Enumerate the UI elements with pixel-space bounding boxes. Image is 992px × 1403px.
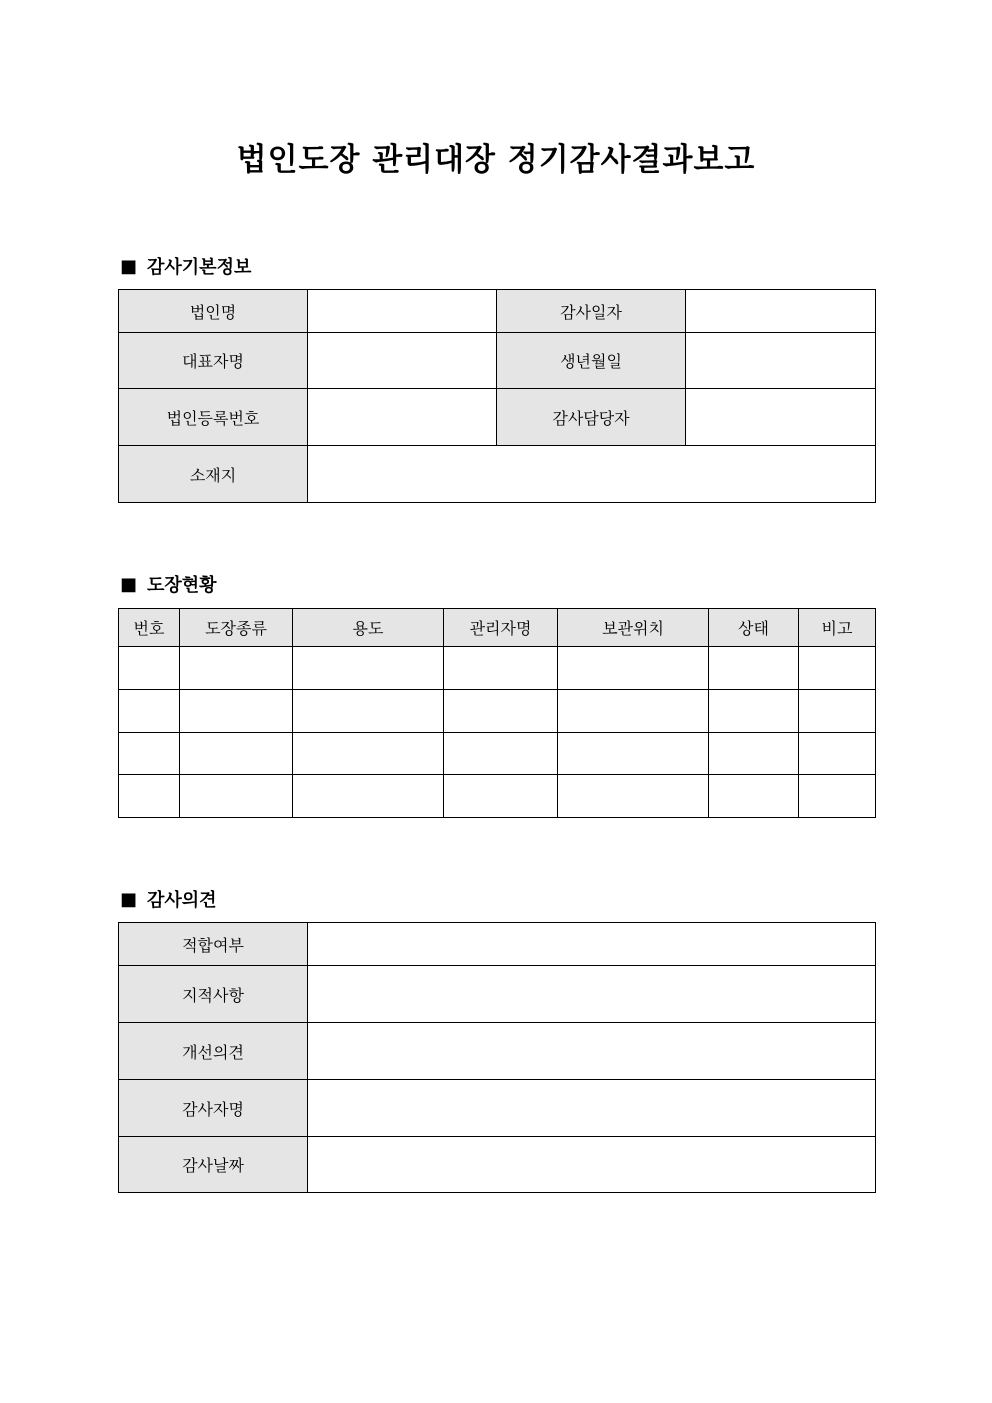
table-cell[interactable]	[293, 775, 444, 818]
table-row	[119, 733, 876, 775]
table-row	[119, 1080, 876, 1137]
corp-name-field[interactable]	[308, 290, 497, 333]
table-cell[interactable]	[293, 733, 444, 775]
table-row	[119, 446, 876, 503]
table-cell[interactable]	[180, 775, 293, 818]
table-row	[119, 1137, 876, 1193]
table-cell[interactable]	[709, 690, 799, 733]
birth-date-field[interactable]	[686, 333, 876, 389]
birth-date-label: 생년월일	[497, 333, 686, 389]
table-row	[119, 966, 876, 1023]
column-header-purpose: 용도	[293, 609, 444, 647]
table-row	[119, 1023, 876, 1080]
representative-name-field[interactable]	[308, 333, 497, 389]
auditor-name-label: 감사자명	[119, 1080, 308, 1137]
table-cell[interactable]	[119, 733, 180, 775]
corp-reg-number-field[interactable]	[308, 389, 497, 446]
table-row	[119, 333, 876, 389]
table-cell[interactable]	[558, 775, 709, 818]
table-row	[119, 290, 876, 333]
table-row	[119, 690, 876, 733]
table-cell[interactable]	[799, 733, 876, 775]
table-cell[interactable]	[180, 733, 293, 775]
document-title: 법인도장 관리대장 정기감사결과보고	[236, 142, 756, 178]
table-cell[interactable]	[799, 775, 876, 818]
corp-name-label: 법인명	[119, 290, 308, 333]
column-header-storage-location: 보관위치	[558, 609, 709, 647]
table-header-row	[119, 609, 876, 647]
square-bullet-icon: ■	[120, 573, 138, 595]
column-header-remarks: 비고	[799, 609, 876, 647]
table-row	[119, 775, 876, 818]
table-cell[interactable]	[293, 690, 444, 733]
auditor-name-field[interactable]	[308, 1080, 876, 1137]
findings-label: 지적사항	[119, 966, 308, 1023]
table-cell[interactable]	[180, 647, 293, 690]
section-heading-seal-status	[120, 571, 217, 597]
auditor-in-charge-label: 감사담당자	[497, 389, 686, 446]
column-header-status: 상태	[709, 609, 799, 647]
address-field[interactable]	[308, 446, 876, 503]
table-cell[interactable]	[709, 647, 799, 690]
table-cell[interactable]	[558, 690, 709, 733]
seal-status-table	[118, 608, 876, 818]
table-cell[interactable]	[799, 690, 876, 733]
audit-opinion-table	[118, 922, 876, 1193]
column-header-seal-type: 도장종류	[180, 609, 293, 647]
table-cell[interactable]	[119, 690, 180, 733]
table-cell[interactable]	[119, 647, 180, 690]
table-row	[119, 389, 876, 446]
table-cell[interactable]	[558, 647, 709, 690]
suitability-field[interactable]	[308, 923, 876, 966]
table-cell[interactable]	[709, 733, 799, 775]
address-label: 소재지	[119, 446, 308, 503]
audit-date-field[interactable]	[686, 290, 876, 333]
audit-day-field[interactable]	[308, 1137, 876, 1193]
improvement-opinion-field[interactable]	[308, 1023, 876, 1080]
basic-info-table	[118, 289, 876, 503]
improvement-opinion-label: 개선의견	[119, 1023, 308, 1080]
section-title: 감사의견	[147, 890, 217, 911]
column-header-number: 번호	[119, 609, 180, 647]
table-cell[interactable]	[444, 733, 558, 775]
table-cell[interactable]	[444, 775, 558, 818]
table-cell[interactable]	[119, 775, 180, 818]
auditor-in-charge-field[interactable]	[686, 389, 876, 446]
table-cell[interactable]	[558, 733, 709, 775]
column-header-manager-name: 관리자명	[444, 609, 558, 647]
table-cell[interactable]	[799, 647, 876, 690]
table-cell[interactable]	[444, 690, 558, 733]
audit-day-label: 감사날짜	[119, 1137, 308, 1193]
corp-reg-number-label: 법인등록번호	[119, 389, 308, 446]
audit-date-label: 감사일자	[497, 290, 686, 333]
table-cell[interactable]	[709, 775, 799, 818]
section-title: 도장현황	[147, 575, 217, 596]
table-cell[interactable]	[444, 647, 558, 690]
table-row	[119, 923, 876, 966]
section-heading-basic-info	[120, 253, 251, 279]
section-title: 감사기본정보	[147, 257, 252, 278]
table-cell[interactable]	[293, 647, 444, 690]
square-bullet-icon: ■	[120, 255, 138, 277]
square-bullet-icon: ■	[120, 888, 138, 910]
representative-name-label: 대표자명	[119, 333, 308, 389]
table-cell[interactable]	[180, 690, 293, 733]
findings-field[interactable]	[308, 966, 876, 1023]
table-row	[119, 647, 876, 690]
section-heading-audit-opinion	[120, 886, 217, 912]
suitability-label: 적합여부	[119, 923, 308, 966]
